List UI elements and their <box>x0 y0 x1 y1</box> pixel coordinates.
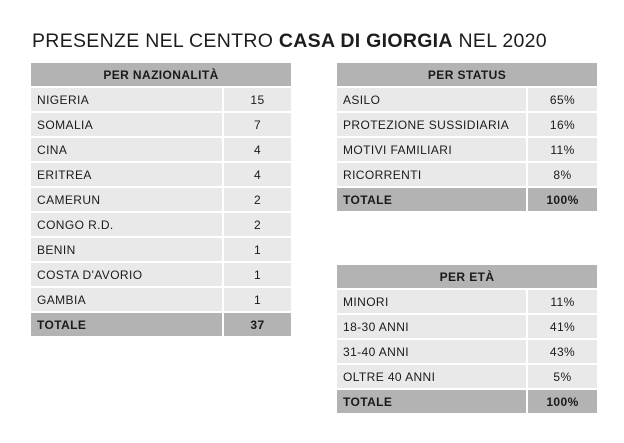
table-row <box>337 364 597 389</box>
row-value: 43% <box>527 339 597 364</box>
title-prefix: PRESENZE NEL CENTRO <box>32 30 274 52</box>
row-value: 2 <box>223 212 291 237</box>
row-label: 31-40 ANNI <box>337 339 527 364</box>
title-suffix: NEL 2020 <box>458 30 547 52</box>
row-value: 2 <box>223 187 291 212</box>
row-label: OLTRE 40 ANNI <box>337 364 527 389</box>
table-header-row <box>31 63 291 87</box>
row-value: 1 <box>223 287 291 312</box>
page-title <box>32 30 547 53</box>
row-value: 16% <box>527 112 597 137</box>
table-row <box>31 237 291 262</box>
table-row <box>337 112 597 137</box>
table-row <box>31 187 291 212</box>
total-row <box>31 312 291 336</box>
row-label: CAMERUN <box>31 187 223 212</box>
total-label: TOTALE <box>337 187 527 211</box>
table-row <box>31 112 291 137</box>
row-label: MOTIVI FAMILIARI <box>337 137 527 162</box>
row-value: 15 <box>223 87 291 112</box>
row-label: ASILO <box>337 87 527 112</box>
row-value: 5% <box>527 364 597 389</box>
total-value: 100% <box>527 187 597 211</box>
table-row <box>31 262 291 287</box>
table-header-row <box>337 63 597 87</box>
row-label: NIGERIA <box>31 87 223 112</box>
row-value: 41% <box>527 314 597 339</box>
total-label: TOTALE <box>337 389 527 413</box>
table-row <box>31 87 291 112</box>
row-value: 4 <box>223 137 291 162</box>
table-row <box>337 339 597 364</box>
table-row <box>31 137 291 162</box>
nationality-table <box>31 63 291 336</box>
total-row <box>337 389 597 413</box>
row-value: 7 <box>223 112 291 137</box>
table-row <box>31 287 291 312</box>
row-label: BENIN <box>31 237 223 262</box>
row-label: RICORRENTI <box>337 162 527 187</box>
table-row <box>337 87 597 112</box>
nationality-header: PER NAZIONALITÀ <box>31 63 291 87</box>
age-table <box>337 265 597 413</box>
row-label: 18-30 ANNI <box>337 314 527 339</box>
title-center-name: CASA DI GIORGIA <box>278 30 453 52</box>
row-value: 1 <box>223 262 291 287</box>
row-label: COSTA D'AVORIO <box>31 262 223 287</box>
row-label: CONGO R.D. <box>31 212 223 237</box>
row-value: 65% <box>527 87 597 112</box>
table-row <box>337 162 597 187</box>
total-value: 100% <box>527 389 597 413</box>
status-table <box>337 63 597 211</box>
row-value: 4 <box>223 162 291 187</box>
status-header: PER STATUS <box>337 63 597 87</box>
table-row <box>337 314 597 339</box>
row-value: 11% <box>527 289 597 314</box>
table-row <box>337 137 597 162</box>
table-row <box>337 289 597 314</box>
table-row <box>31 212 291 237</box>
row-label: GAMBIA <box>31 287 223 312</box>
row-value: 11% <box>527 137 597 162</box>
row-label: CINA <box>31 137 223 162</box>
row-value: 1 <box>223 237 291 262</box>
table-header-row <box>337 265 597 289</box>
table-row <box>31 162 291 187</box>
total-value: 37 <box>223 312 291 336</box>
row-label: SOMALIA <box>31 112 223 137</box>
row-label: PROTEZIONE SUSSIDIARIA <box>337 112 527 137</box>
row-label: ERITREA <box>31 162 223 187</box>
total-label: TOTALE <box>31 312 223 336</box>
age-header: PER ETÀ <box>337 265 597 289</box>
row-label: MINORI <box>337 289 527 314</box>
total-row <box>337 187 597 211</box>
row-value: 8% <box>527 162 597 187</box>
